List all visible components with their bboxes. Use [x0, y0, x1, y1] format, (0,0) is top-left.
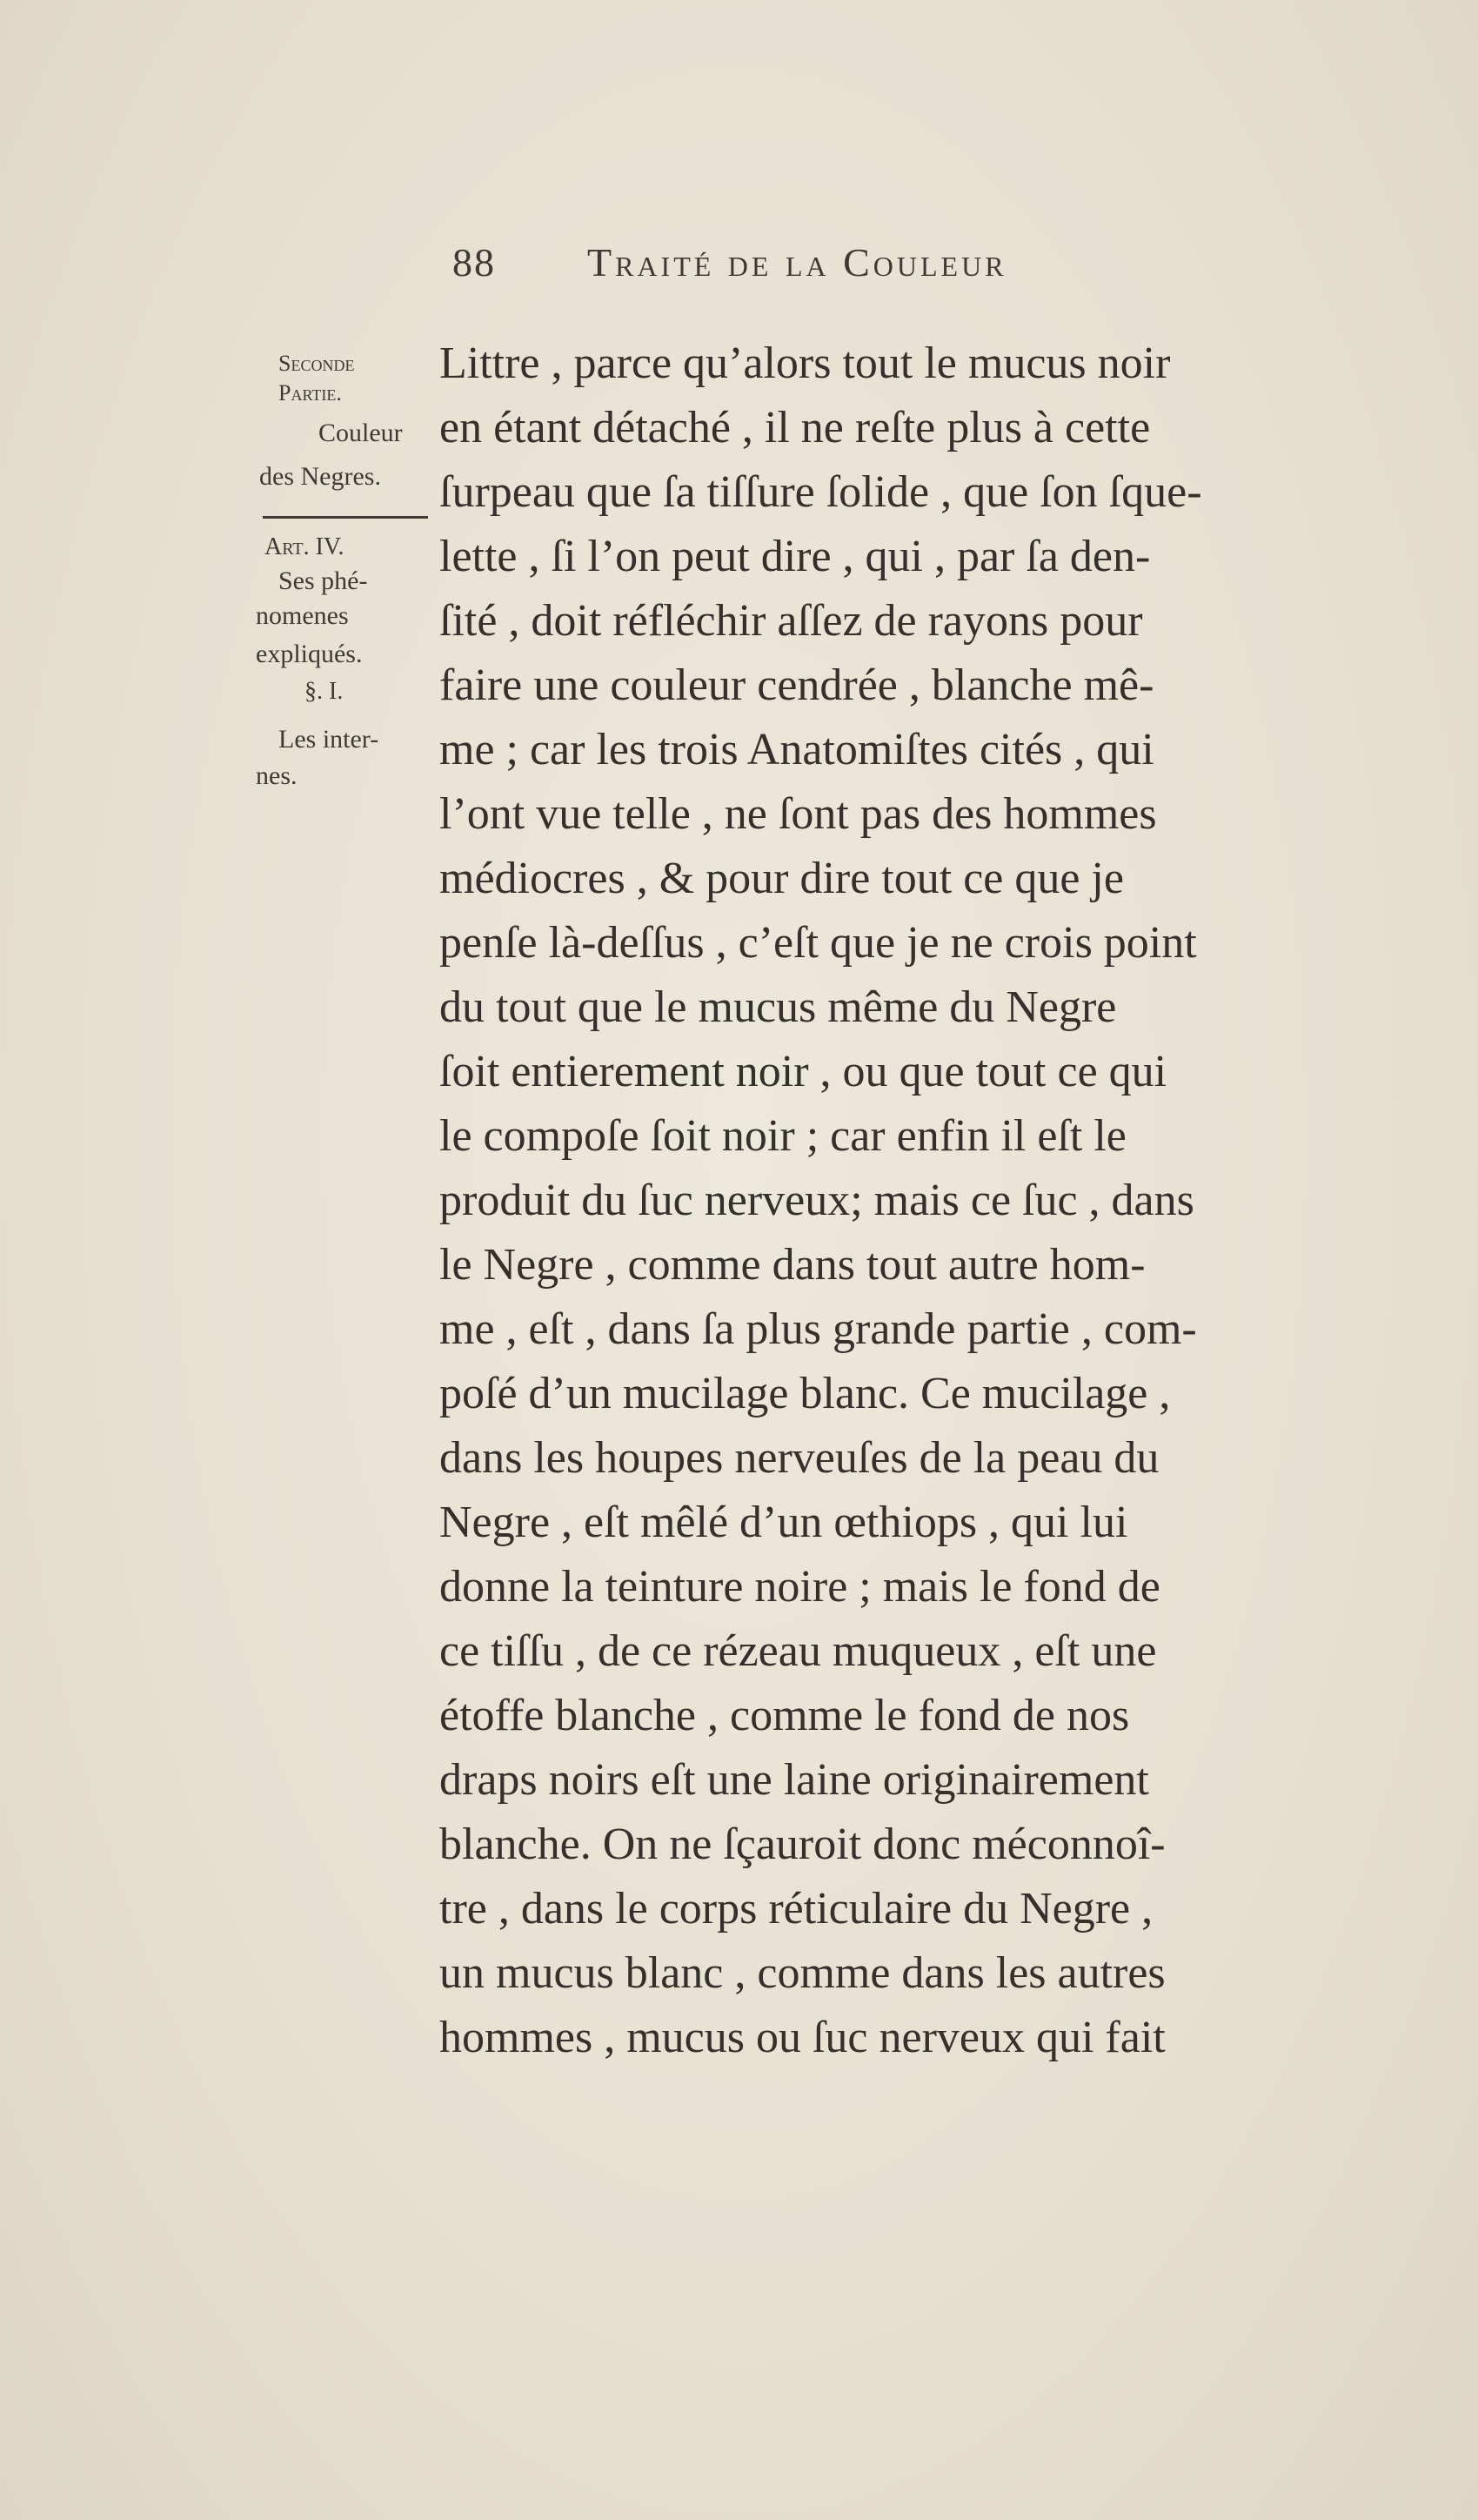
text-line: donne la teinture noire ; mais le fond de	[439, 1562, 1160, 1612]
text-line: produit du ſuc nerveux; mais ce ſuc , dans	[439, 1176, 1194, 1225]
margin-note-article-title-2: nomenes	[256, 601, 349, 630]
text-line: étoffe blanche , comme le fond de nos	[439, 1691, 1130, 1740]
text-line: du tout que le mucus même du Negre	[439, 982, 1117, 1032]
margin-note-part: Seconde	[278, 351, 355, 376]
text-line: penſe là-deſſus , c’eſt que je ne crois point	[439, 918, 1197, 968]
text-line: ce tiſſu , de ce rézeau muqueux , eſt une	[439, 1626, 1157, 1676]
text-line: ſurpeau que ſa tiſſure ſolide , que ſon ſque-	[439, 467, 1202, 517]
text-line: Negre , eſt mêlé d’un œthiops , qui lui	[439, 1498, 1128, 1547]
text-line: le Negre , comme dans tout autre hom-	[439, 1240, 1146, 1290]
margin-note-article-title-3: expliqués.	[256, 640, 363, 668]
margin-note-section-title-2: nes.	[256, 761, 298, 790]
text-line: médiocres , & pour dire tout ce que je	[439, 854, 1124, 903]
margin-note-subject-1: Couleur	[318, 419, 403, 447]
text-line: me , eſt , dans ſa plus grande partie , com-	[439, 1304, 1197, 1354]
margin-rule	[263, 516, 428, 519]
text-line: lette , ſi l’on peut dire , qui , par ſa den-	[439, 532, 1151, 581]
margin-note-section-title-1: Les inter-	[278, 725, 379, 754]
text-line: l’ont vue telle , ne ſont pas des hommes	[439, 789, 1157, 839]
running-title: Traité de la Couleur	[587, 240, 1007, 285]
text-line: dans les houpes nerveuſes de la peau du	[439, 1433, 1160, 1483]
text-line: un mucus blanc , comme dans les autres	[439, 1948, 1166, 1998]
text-line: hommes , mucus ou ſuc nerveux qui fait	[439, 2013, 1166, 2062]
margin-note-section: §. I.	[304, 678, 344, 705]
text-line: Littre , parce qu’alors tout le mucus noir	[439, 338, 1171, 388]
text-line: ſoit entierement noir , ou que tout ce qui	[439, 1047, 1167, 1096]
text-line: poſé d’un mucilage blanc. Ce mucilage ,	[439, 1369, 1171, 1418]
text-line: en étant détaché , il ne reſte plus à cette	[439, 403, 1151, 452]
page-number: 88	[452, 240, 496, 285]
margin-note-article-title-1: Ses phé-	[278, 566, 368, 595]
text-line: faire une couleur cendrée , blanche mê-	[439, 660, 1154, 710]
margin-note-article: Art. IV.	[264, 533, 344, 560]
text-line: tre , dans le corps réticulaire du Negre ,	[439, 1884, 1154, 1934]
text-line: me ; car les trois Anatomiſtes cités , qui	[439, 725, 1154, 774]
page-header	[452, 239, 1235, 300]
margin-note-subject-2: des Negres.	[259, 462, 381, 491]
text-line: draps noirs eſt une laine originairement	[439, 1755, 1149, 1805]
margin-note-part-2: Partie.	[278, 380, 342, 405]
text-line: blanche. On ne ſçauroit donc méconnoî-	[439, 1820, 1166, 1869]
text-line: le compoſe ſoit noir ; car enfin il eſt le	[439, 1111, 1127, 1161]
text-line: ſité , doit réfléchir aſſez de rayons pour	[439, 596, 1143, 646]
